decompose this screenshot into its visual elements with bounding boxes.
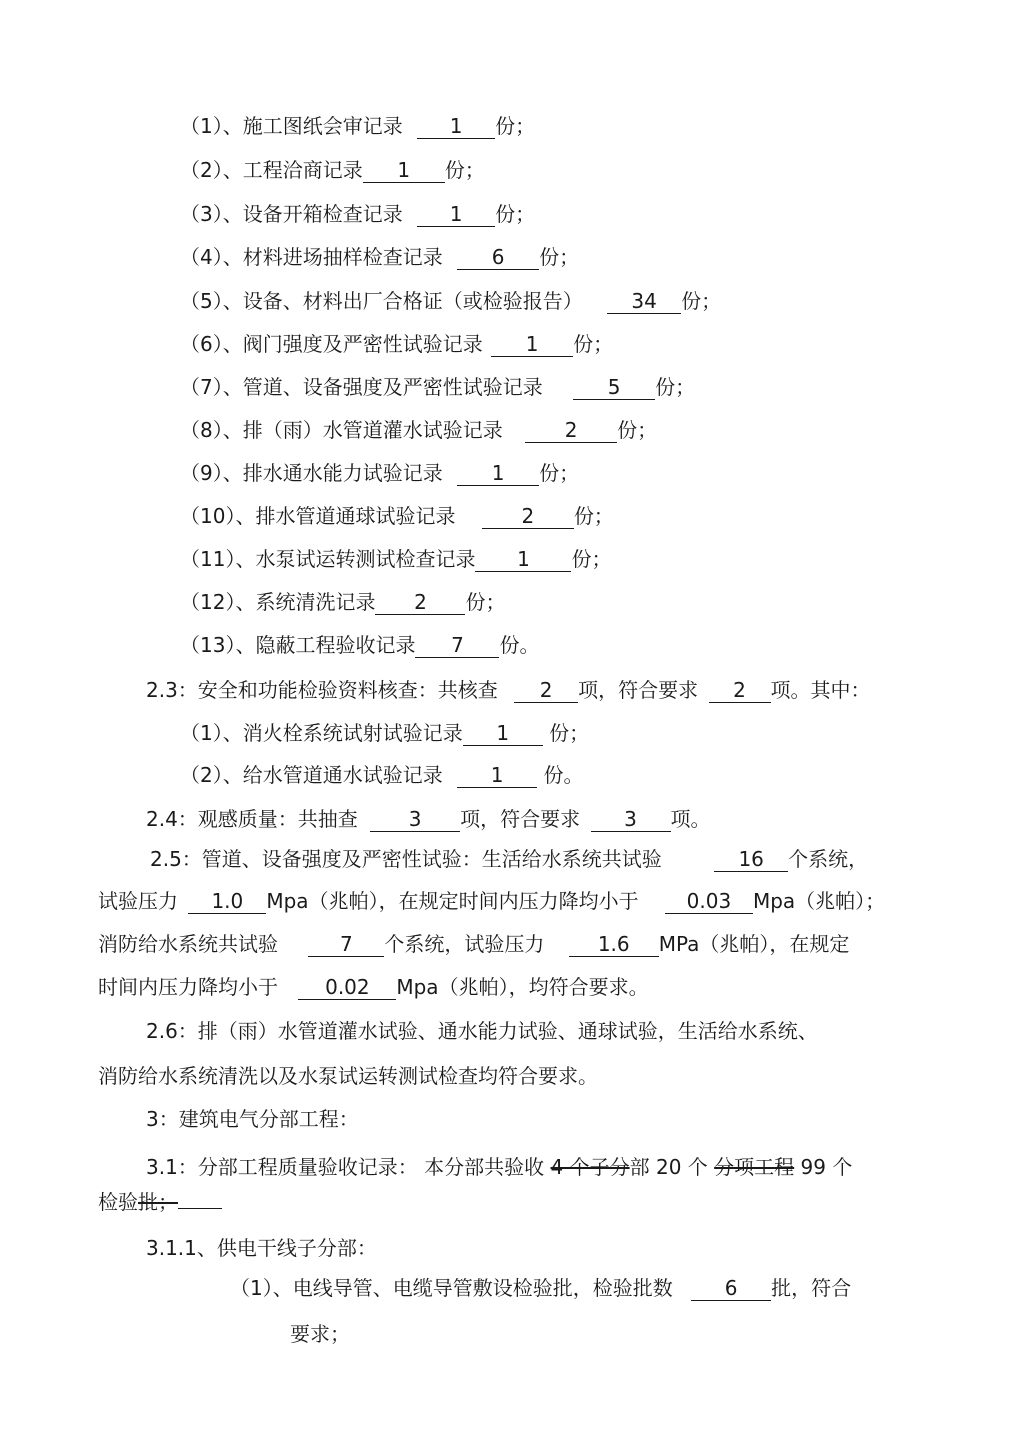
unit-label: 份； [681, 289, 722, 313]
struck-text: 4 个子分 [550, 1155, 630, 1179]
section-text: Mpa（兆帕），均符合要求。 [396, 975, 649, 999]
item-label: （9）、排水通水能力试验记录 [180, 461, 443, 485]
item-label: （4）、材料进场抽样检查记录 [180, 245, 443, 269]
unit-label: 份； [495, 114, 536, 138]
count-field: 5 [573, 375, 655, 400]
count-field: 16 [714, 847, 788, 872]
item-label: （7）、管道、设备强度及严密性试验记录 [180, 375, 543, 399]
unit-label: 份； [549, 721, 590, 745]
unit-label: 份； [465, 590, 506, 614]
count-field: 2 [525, 418, 617, 443]
list-item [180, 156, 485, 184]
list-item [180, 243, 579, 271]
item-label: （13）、隐蔽工程验收记录 [180, 633, 416, 657]
section-text: 消防给水系统共试验 [98, 932, 278, 956]
count-field: 1 [363, 158, 445, 183]
section-2-5-line-4 [98, 973, 649, 1001]
section-3-1-1-heading: 3.1.1、供电干线子分部： [146, 1236, 377, 1260]
section-2-5-line-1 [150, 845, 868, 873]
value-field: 0.03 [665, 889, 753, 914]
section-text: 试验压力 [98, 889, 178, 913]
item-label: （2）、工程洽商记录 [180, 158, 363, 182]
item-label: （8）、排（雨）水管道灌水试验记录 [180, 418, 503, 442]
item-label: （12）、系统清洗记录 [180, 590, 376, 614]
list-item [180, 200, 535, 228]
count-field: 1 [417, 202, 495, 227]
section-text: 项。 [670, 807, 711, 831]
unit-label: 份； [573, 504, 614, 528]
count-field: 1 [417, 114, 495, 139]
list-item [180, 631, 539, 659]
section-text: 3.1：分部工程质量验收记录： 本分部共验收 [146, 1155, 545, 1179]
list-item [180, 502, 614, 530]
section-text: 项，符合要求 [460, 807, 581, 831]
unit-label: 份； [655, 375, 696, 399]
section-text: 2.5：管道、设备强度及严密性试验：生活给水系统共试验 [150, 847, 662, 871]
list-item [180, 545, 611, 573]
struck-text: 批； [138, 1190, 178, 1214]
blank-field [178, 1188, 222, 1209]
count-field: 2 [482, 504, 574, 529]
section-text: 项，符合要求 [578, 678, 699, 702]
unit-label: 份； [539, 245, 580, 269]
count-field: 1 [463, 721, 543, 746]
section-text: MPa（兆帕），在规定 [658, 932, 850, 956]
section-3-1-line-1 [146, 1153, 852, 1181]
unit-label: 份； [495, 202, 536, 226]
section-text: 检验 [98, 1190, 138, 1214]
section-text: 99 个 [800, 1155, 853, 1179]
section-text: 时间内压力降均小于 [98, 975, 278, 999]
section-text: 2.3：安全和功能检验资料核查：共核查 [146, 678, 498, 702]
item-label: （1）、消火栓系统试射试验记录 [180, 721, 463, 745]
item-label: （1）、施工图纸会审记录 [180, 114, 403, 138]
item-label: （11）、水泵试运转测试检查记录 [180, 547, 476, 571]
section-2-4-line [146, 805, 711, 833]
item-label: （10）、排水管道通球试验记录 [180, 504, 456, 528]
count-field: 1 [475, 547, 571, 572]
count-field: 2 [514, 678, 578, 703]
count-field: 1 [457, 461, 539, 486]
item-label: （6）、阀门强度及严密性试验记录 [180, 332, 483, 356]
count-field: 7 [308, 932, 384, 957]
list-item [230, 1274, 851, 1302]
list-item [180, 416, 657, 444]
list-item [180, 112, 535, 140]
section-text: 个系统，试验压力 [384, 932, 545, 956]
list-item [180, 330, 613, 358]
value-field: 0.02 [298, 975, 396, 1000]
section-text: Mpa（兆帕）； [752, 889, 886, 913]
count-field: 7 [415, 633, 499, 658]
section-2-6-line-1: 2.6：排（雨）水管道灌水试验、通水能力试验、通球试验，生活给水系统、 [146, 1019, 818, 1043]
section-3-1-line-2 [98, 1188, 222, 1216]
struck-text: 分项工程 [714, 1155, 795, 1179]
count-field: 34 [607, 289, 681, 314]
count-field: 6 [457, 245, 539, 270]
section-2-6-line-2: 消防给水系统清洗以及水泵试运转测试检查均符合要求。 [98, 1064, 598, 1088]
value-field: 1.6 [569, 932, 659, 957]
section-text: 部 20 个 [629, 1155, 708, 1179]
section-2-5-line-3 [98, 930, 849, 958]
list-item [180, 459, 579, 487]
unit-label: 份； [444, 158, 485, 182]
count-field: 6 [691, 1276, 771, 1301]
count-field: 3 [591, 807, 671, 832]
section-text: 2.4：观感质量：共抽查 [146, 807, 358, 831]
list-item [180, 761, 583, 789]
unit-label: 份。 [499, 633, 540, 657]
value-field: 1.0 [188, 889, 266, 914]
item-label: （1）、电线导管、电缆导管敷设检验批，检验批数 [230, 1276, 673, 1300]
unit-label: 份； [573, 332, 614, 356]
unit-label: 份； [617, 418, 658, 442]
unit-label: 批，符合 [771, 1276, 852, 1300]
unit-label: 份； [571, 547, 612, 571]
section-text: 项。其中： [770, 678, 871, 702]
item-label: （3）、设备开箱检查记录 [180, 202, 403, 226]
count-field: 1 [491, 332, 573, 357]
section-text: Mpa（兆帕），在规定时间内压力降均小于 [266, 889, 639, 913]
count-field: 2 [709, 678, 771, 703]
unit-label: 份； [539, 461, 580, 485]
section-2-5-line-2 [98, 887, 885, 915]
section-2-3-line [146, 676, 871, 704]
list-item [180, 287, 721, 315]
item-label: （5）、设备、材料出厂合格证（或检验报告） [180, 289, 583, 313]
count-field: 1 [457, 763, 537, 788]
count-field: 2 [375, 590, 465, 615]
count-field: 3 [370, 807, 460, 832]
section-3-heading: 3：建筑电气分部工程： [146, 1107, 359, 1131]
list-item [180, 719, 589, 747]
list-item [180, 373, 695, 401]
list-item [180, 588, 505, 616]
unit-label: 份。 [543, 763, 584, 787]
section-text: 个系统， [788, 847, 869, 871]
item-label: （2）、给水管道通水试验记录 [180, 763, 443, 787]
list-item-continuation: 要求； [290, 1322, 350, 1346]
